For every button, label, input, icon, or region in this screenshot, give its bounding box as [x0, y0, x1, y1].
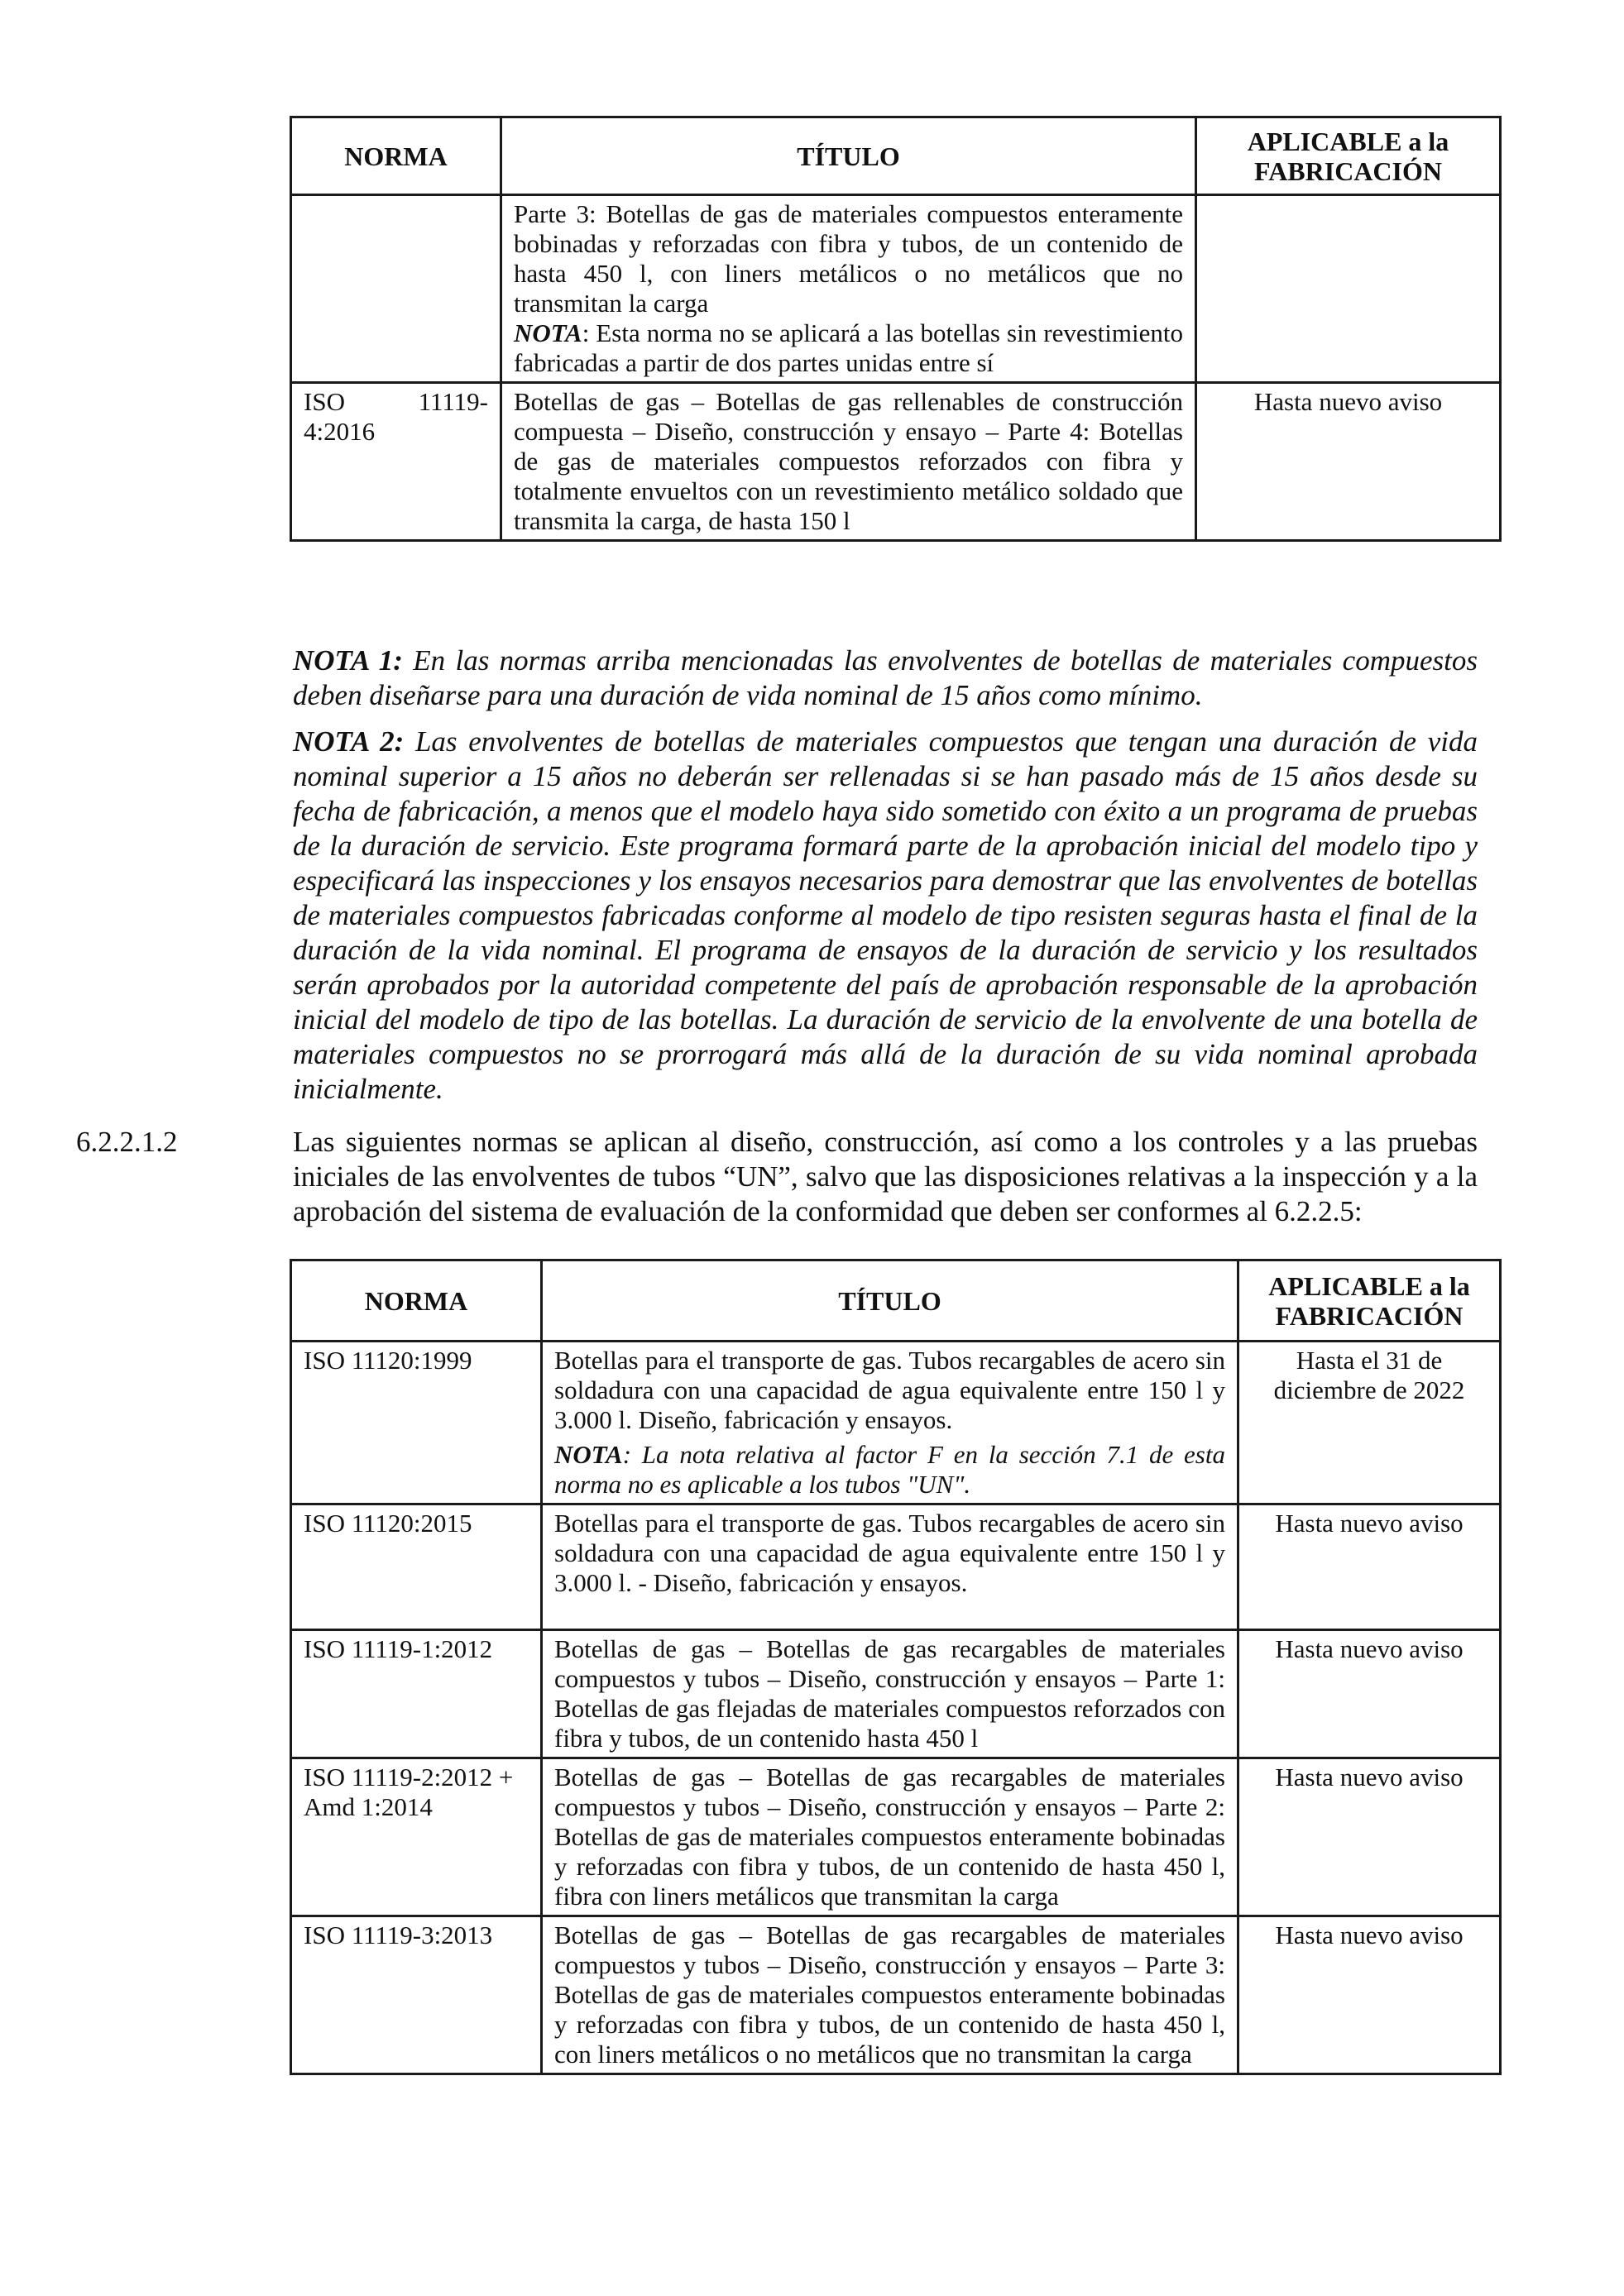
nota-label: NOTA	[554, 1440, 623, 1469]
header-titulo: TÍTULO	[501, 117, 1196, 195]
row-aplicable: Hasta el 31 de diciembre de 2022	[1238, 1342, 1501, 1504]
row-titulo: Botellas de gas – Botellas de gas recargables de materiales compuestos y tubos – Diseño, construcción y ensayos – Parte 2: Botellas de gas de materiales compuestos enteramente bobinadas y reforzadas con fibra y tubos, de un contenido de hasta 450 l, fibra con liners metálicos que transmitan la carga	[542, 1758, 1238, 1916]
row-aplicable: Hasta nuevo aviso	[1238, 1504, 1501, 1630]
row-titulo-text: Parte 3: Botellas de gas de materiales compuestos enteramente bobinadas y reforzadas con fibra y tubos, de un contenido de hasta 450 l, con liners metálicos o no metálicos que no transmitan la carga	[514, 199, 1183, 318]
table-row	[291, 195, 1501, 383]
header-titulo: TÍTULO	[542, 1260, 1238, 1342]
standards-table-1	[290, 116, 1502, 542]
row-nota	[554, 1440, 1225, 1500]
row-nota	[514, 318, 1183, 378]
row-norma: ISO 11119-2:2012 + Amd 1:2014	[291, 1758, 542, 1916]
header-aplicable: APLICABLE a la FABRICACIÓN	[1238, 1260, 1501, 1342]
row-norma	[291, 195, 501, 383]
row-norma: ISO 11119-3:2013	[291, 1916, 542, 2074]
header-norma: NORMA	[291, 117, 501, 195]
row-aplicable	[1196, 195, 1501, 383]
row-titulo	[501, 195, 1196, 383]
table-row	[291, 1504, 1501, 1630]
row-titulo: Botellas de gas – Botellas de gas recargables de materiales compuestos y tubos – Diseño, construcción y ensayos – Parte 3: Botellas de gas de materiales compuestos enteramente bobinadas y reforzadas con fibra y tubos, de un contenido de hasta 450 l, con liners metálicos o no metálicos que no transmitan la carga	[542, 1916, 1238, 2074]
section-number: 6.2.2.1.2	[76, 1126, 178, 1158]
row-titulo: Botellas de gas – Botellas de gas recargables de materiales compuestos y tubos – Diseño, construcción y ensayos – Parte 1: Botellas de gas flejadas de materiales compuestos reforzados con fibra y tubos, de un contenido hasta 450 l	[542, 1630, 1238, 1758]
row-titulo: Botellas de gas – Botellas de gas rellenables de construcción compuesta – Diseño, construcción y ensayo – Parte 4: Botellas de gas de materiales compuestos reforzados con fibra y totalmente envueltos con un revestimiento metálico soldado que transmita la carga, de hasta 150 l	[501, 383, 1196, 541]
standards-table-2	[290, 1259, 1502, 2075]
note-1-label: NOTA 1:	[293, 644, 403, 677]
row-aplicable: Hasta nuevo aviso	[1196, 383, 1501, 541]
section-text: Las siguientes normas se aplican al diseño, construcción, así como a los controles y a las pruebas iniciales de las envolventes de tubos “UN”, salvo que las disposiciones relativas a la inspección y a la aprobación del sistema de evaluación de la conformidad que deben ser conformes al 6.2.2.5:	[293, 1126, 1478, 1227]
table-row	[291, 1342, 1501, 1504]
note-1	[293, 643, 1478, 713]
table-row	[291, 383, 1501, 541]
row-norma: ISO 11120:1999	[291, 1342, 542, 1504]
note-2-label: NOTA 2:	[293, 725, 405, 758]
table-header-row	[291, 117, 1501, 195]
row-norma: ISO 11120:2015	[291, 1504, 542, 1630]
row-titulo-text: Botellas para el transporte de gas. Tubos recargables de acero sin soldadura con una capacidad de agua equivalente entre 150 l y 3.000 l. Diseño, fabricación y ensayos.	[554, 1346, 1225, 1434]
table-header-row	[291, 1260, 1501, 1342]
row-aplicable: Hasta nuevo aviso	[1238, 1630, 1501, 1758]
note-1-text: En las normas arriba mencionadas las envolventes de botellas de materiales compuestos deben diseñarse para una duración de vida nominal de 15 años como mínimo.	[293, 644, 1478, 711]
table-row	[291, 1758, 1501, 1916]
row-titulo	[542, 1342, 1238, 1504]
nota-text: : La nota relativa al factor F en la sección 7.1 de esta norma no es aplicable a los tubos "UN".	[554, 1440, 1225, 1499]
row-titulo: Botellas para el transporte de gas. Tubos recargables de acero sin soldadura con una capacidad de agua equivalente entre 150 l y 3.000 l. - Diseño, fabricación y ensayos.	[542, 1504, 1238, 1630]
row-aplicable: Hasta nuevo aviso	[1238, 1758, 1501, 1916]
table-row	[291, 1916, 1501, 2074]
note-2-text: Las envolventes de botellas de materiales compuestos que tengan una duración de vida nominal superior a 15 años no deberán ser rellenadas si se han pasado más de 15 años desde su fecha de fabricación, a menos que el modelo haya sido sometido con éxito a un programa de pruebas de la duración de servicio. Este programa formará parte de la aprobación inicial del modelo tipo y especificará las inspecciones y los ensayos necesarios para demostrar que las envolventes de botellas de materiales compuestos fabricadas conforme al modelo de tipo resisten seguras hasta el final de la duración de la vida nominal. El programa de ensayos de la duración de servicio y los resultados serán aprobados por la autoridad competente del país de aprobación responsable de la aprobación inicial del modelo de tipo de las botellas. La duración de servicio de la envolvente de una botella de materiales compuestos no se prorrogará más allá de la duración de su vida nominal aprobada inicialmente.	[293, 725, 1478, 1105]
row-norma: ISO 11119-1:2012	[291, 1630, 542, 1758]
row-aplicable: Hasta nuevo aviso	[1238, 1916, 1501, 2074]
nota-text: : Esta norma no se aplicará a las botellas sin revestimiento fabricadas a partir de dos partes unidas entre sí	[514, 318, 1183, 377]
header-norma: NORMA	[291, 1260, 542, 1342]
table-row	[291, 1630, 1501, 1758]
nota-label: NOTA	[514, 318, 582, 347]
row-norma: ISO 11119-4:2016	[291, 383, 501, 541]
header-aplicable: APLICABLE a la FABRICACIÓN	[1196, 117, 1501, 195]
note-2	[293, 725, 1478, 1107]
